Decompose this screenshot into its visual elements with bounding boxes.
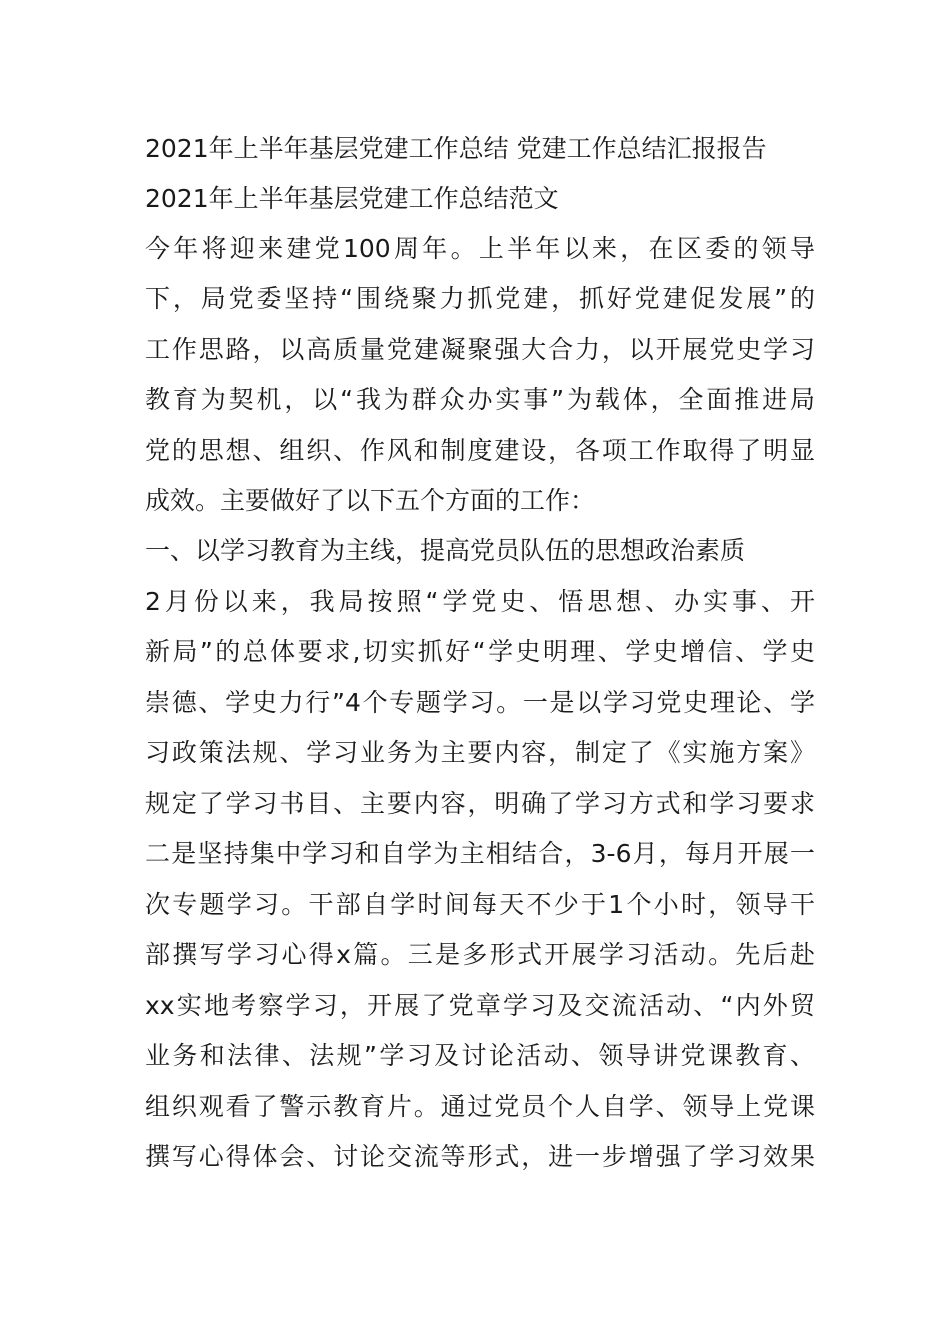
paragraph-line: 新局”的总体要求,切实抓好“学史明理、学史增信、学史 xyxy=(145,637,815,666)
section-heading: 一、以学习教育为主线，提高党员队伍的思想政治素质 xyxy=(145,536,746,565)
document-title-line-2: 2021年上半年基层党建工作总结范文 xyxy=(145,184,559,213)
paragraph-line: 下，局党委坚持“围绕聚力抓党建，抓好党建促发展”的 xyxy=(145,284,815,313)
paragraph-line: 成效。主要做好了以下五个方面的工作： xyxy=(145,486,596,515)
paragraph-line: 工作思路，以高质量党建凝聚强大合力，以开展党史学习 xyxy=(145,335,815,364)
paragraph-line: 今年将迎来建党100周年。上半年以来，在区委的领导 xyxy=(145,234,815,263)
paragraph-line: 教育为契机，以“我为群众办实事”为载体，全面推进局 xyxy=(145,385,815,414)
document-title-line-1: 2021年上半年基层党建工作总结 党建工作总结汇报报告 xyxy=(145,134,767,163)
paragraph-line: 二是坚持集中学习和自学为主相结合，3-6月，每月开展一 xyxy=(145,839,815,868)
paragraph-line: xx实地考察学习，开展了党章学习及交流活动、“内外贸 xyxy=(145,991,815,1020)
paragraph-line: 次专题学习。干部自学时间每天不少于1个小时，领导干 xyxy=(145,890,815,919)
paragraph-line: 2月份以来，我局按照“学党史、悟思想、办实事、开 xyxy=(145,587,815,616)
paragraph-line: 规定了学习书目、主要内容，明确了学习方式和学习要求 xyxy=(145,789,815,818)
paragraph-line: 部撰写学习心得x篇。三是多形式开展学习活动。先后赴 xyxy=(145,940,815,969)
paragraph-line: 党的思想、组织、作风和制度建设，各项工作取得了明显 xyxy=(145,436,815,465)
paragraph-line: 习政策法规、学习业务为主要内容，制定了《实施方案》 xyxy=(145,738,815,767)
paragraph-line: 业务和法律、法规”学习及讨论活动、领导讲党课教育、 xyxy=(145,1041,815,1070)
paragraph-line: 崇德、学史力行”4个专题学习。一是以学习党史理论、学 xyxy=(145,688,815,717)
paragraph-line: 组织观看了警示教育片。通过党员个人自学、领导上党课 xyxy=(145,1092,815,1121)
paragraph-line: 撰写心得体会、讨论交流等形式，进一步增强了学习效果 xyxy=(145,1142,815,1171)
